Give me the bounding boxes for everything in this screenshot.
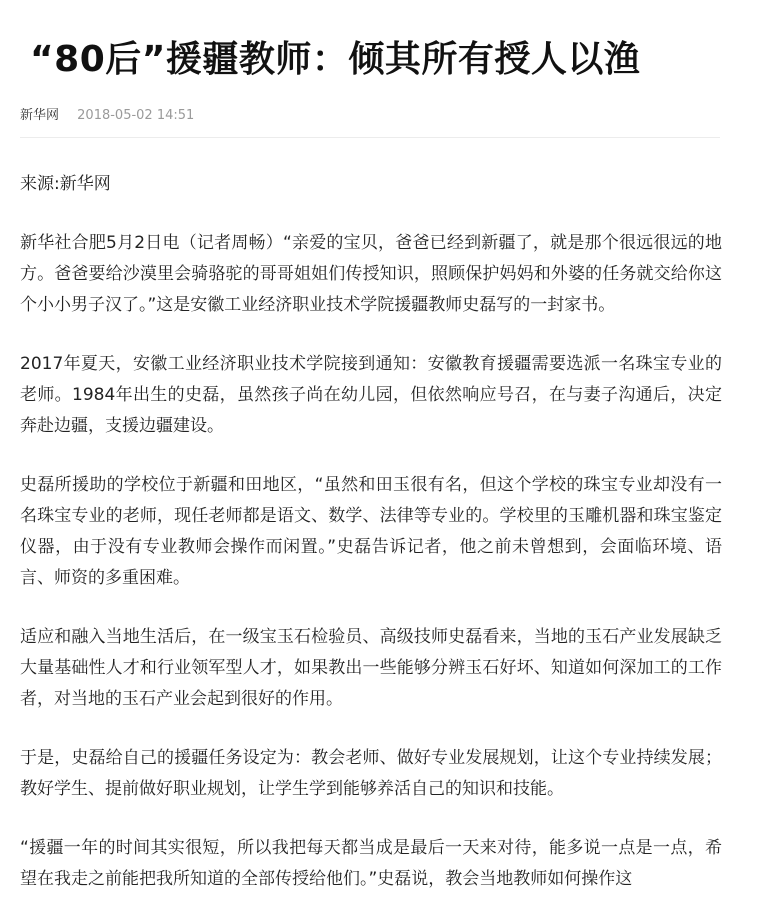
paragraph-source: 来源:新华网 [20,174,111,194]
paragraph: 新华社合肥5月2日电（记者周畅）“亲爱的宝贝，爸爸已经到新疆了，就是那个很远很远的地方。爸爸要给沙漠里会骑骆驼的哥哥姐姐们传授知识，照顾保护妈妈和外婆的任务就交给你这个小小男子汉了。”这是安徽工业经济职业技术学院援疆教师史磊写的一封家书。 [20,233,722,315]
article-body [20,169,722,923]
source-label: 新华网 [20,108,60,123]
paragraph: 2017年夏天，安徽工业经济职业技术学院接到通知：安徽教育援疆需要选派一名珠宝专业的老师。1984年出生的史磊，虽然孩子尚在幼儿园，但依然响应号召，在与妻子沟通后，决定奔赴边疆，支援边疆建设。 [20,354,722,436]
paragraph: “援疆一年的时间其实很短，所以我把每天都当成是最后一天来对待，能多说一点是一点，希望在我走之前能把我所知道的全部传授给他们。”史磊说，教会当地教师如何操作这 [20,838,722,889]
paragraph: 适应和融入当地生活后，在一级宝玉石检验员、高级技师史磊看来，当地的玉石产业发展缺乏大量基础性人才和行业领军型人才，如果教出一些能够分辨玉石好坏、知道如何深加工的工作者，对当地的玉石产业会起到很好的作用。 [20,627,722,709]
paragraph: 史磊所援助的学校位于新疆和田地区，“虽然和田玉很有名，但这个学校的珠宝专业却没有一名珠宝专业的老师，现任老师都是语文、数学、法律等专业的。学校里的玉雕机器和珠宝鉴定仪器，由于没有专业教师会操作而闲置。”史磊告诉记者，他之前未曾想到，会面临环境、语言、师资的多重困难。 [20,475,722,588]
publish-date: 2018-05-02 14:51 [77,108,195,123]
article-meta [20,107,194,125]
paragraph: 于是，史磊给自己的援疆任务设定为：教会老师、做好专业发展规划，让这个专业持续发展；教好学生、提前做好职业规划，让学生学到能够养活自己的知识和技能。 [20,748,722,799]
divider [20,137,720,138]
article-title: “80后”援疆教师：倾其所有授人以渔 [30,39,641,80]
